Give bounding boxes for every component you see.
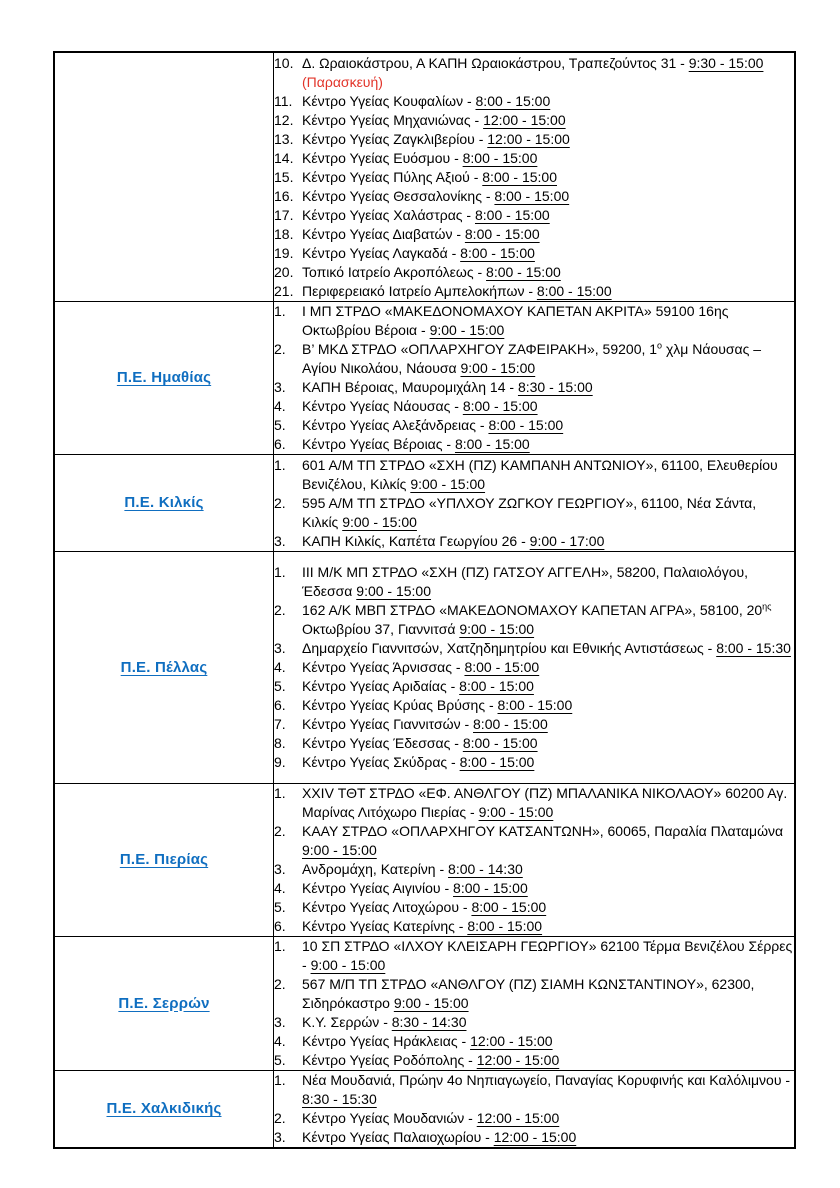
list-item [274, 1071, 794, 1109]
hours-range: 12:00 - 15:00 [476, 1110, 560, 1126]
text-segment: Κέντρο Υγείας Παλαιοχωρίου - [302, 1129, 494, 1145]
text-segment: Κέντρο Υγείας Διαβατών - [302, 225, 465, 242]
item-text [302, 244, 794, 263]
hours-range: 8:00 - 15:00 [459, 678, 534, 694]
item-number: 8. [274, 735, 286, 751]
list-item [274, 715, 794, 734]
hours-range: 8:00 - 15:00 [462, 735, 538, 751]
hours-range: 9:00 - 17:00 [529, 532, 605, 549]
item-number: 2. [274, 341, 286, 357]
list-item [274, 734, 794, 753]
schedule-table-body [54, 52, 795, 1148]
list-item [274, 532, 794, 551]
text-segment: ΙΙΙ Μ/Κ ΜΠ ΣΤΡΔΟ «ΣΧΗ (ΠΖ) ΓΑΤΣΟΥ ΑΓΓΕΛΗ», 58200, Παλαιολόγου, Έδεσσα [302, 564, 749, 599]
item-number: 6. [274, 918, 286, 934]
list-item [274, 1013, 794, 1032]
list-item [274, 494, 794, 532]
text-segment: Κέντρο Υγείας Αλεξάνδρειας - [302, 417, 489, 433]
list-item [274, 263, 794, 282]
text-segment: χλμ Νάουσας – Αγίου Νικολάου, Νάουσα [302, 341, 762, 376]
text-segment: Κέντρο Υγείας Κατερίνης - [302, 918, 468, 934]
items-cell [274, 937, 796, 1071]
list-item [274, 130, 794, 149]
list-item [274, 244, 794, 263]
items-cell [274, 302, 796, 455]
item-text [302, 975, 794, 1013]
item-number: 2. [274, 494, 286, 511]
text-segment: Κέντρο Υγείας Νάουσας - [302, 398, 463, 414]
hours-range: 12:00 - 15:00 [487, 130, 570, 147]
item-number: 2. [274, 602, 286, 618]
text-segment: Κέντρο Υγείας Αιγινίου - [302, 880, 454, 896]
hours-range: 12:00 - 15:00 [476, 1052, 560, 1068]
table-row [54, 784, 795, 937]
list-item [274, 898, 794, 917]
hours-range: 9:00 - 15:00 [429, 322, 505, 338]
hours-range: 9:00 - 15:00 [356, 583, 432, 599]
list-item [274, 1109, 794, 1128]
text-segment: ης [762, 601, 772, 612]
hours-range: 8:00 - 15:00 [482, 168, 557, 185]
item-number: 6. [274, 436, 286, 452]
item-number: 1. [274, 938, 286, 954]
list-item [274, 860, 794, 879]
text-segment: Κέντρο Υγείας Χαλάστρας - [302, 206, 475, 223]
item-text [302, 879, 794, 898]
list-item [274, 302, 794, 340]
item-number: 14. [274, 149, 294, 166]
item-text [302, 1071, 794, 1109]
hours-range: 8:00 - 15:00 [471, 899, 547, 915]
hours-range: 8:00 - 15:00 [464, 225, 540, 242]
list-item [274, 563, 794, 601]
list-item [274, 658, 794, 677]
item-number: 12. [274, 111, 294, 128]
hours-range: 8:30 - 15:30 [302, 1091, 377, 1107]
list-item [274, 187, 794, 206]
list-item [274, 54, 794, 92]
list-item [274, 168, 794, 187]
text-segment: 10 ΣΠ ΣΤΡΔΟ «ΙΛΧΟΥ ΚΛΕΙΣΑΡΗ ΓΕΩΡΓΙΟΥ» 62100 Τέρμα Βενιζέλου Σέρρες - [302, 938, 793, 973]
item-text [302, 206, 794, 225]
hours-range: 8:00 - 15:00 [494, 187, 570, 204]
item-text [302, 225, 794, 244]
list-item [274, 111, 794, 130]
hours-range: 12:00 - 15:00 [493, 1129, 577, 1145]
hours-range: 8:00 - 15:00 [474, 206, 550, 223]
item-number: 16. [274, 187, 294, 204]
region-cell [54, 302, 274, 455]
items-cell [274, 1071, 796, 1149]
item-text [302, 715, 794, 734]
item-text [302, 1109, 794, 1128]
item-text [302, 435, 794, 454]
hours-range: 8:00 - 15:00 [464, 659, 540, 675]
text-segment: Περιφερειακό Ιατρείο Αμπελοκήπων - [302, 282, 537, 299]
list-item [274, 677, 794, 696]
item-number: 11. [274, 92, 293, 109]
text-segment: Κέντρο Υγείας Αριδαίας - [302, 678, 460, 694]
item-number: 5. [274, 899, 286, 915]
day-note-red: (Παρασκευή) [302, 73, 383, 90]
item-number: 3. [274, 1014, 286, 1030]
list-item [274, 456, 794, 494]
text-segment: Κέντρο Υγείας Λαγκαδά - [302, 244, 461, 261]
hours-range: 8:00 - 15:00 [462, 149, 538, 166]
list-item [274, 639, 794, 658]
item-text [302, 917, 794, 936]
text-segment: Κέντρο Υγείας Κρύας Βρύσης - [302, 697, 498, 713]
hours-range: 9:00 - 15:00 [302, 842, 377, 858]
list-item [274, 696, 794, 715]
hours-range: 8:00 - 15:00 [486, 263, 561, 280]
item-number: 9. [274, 754, 286, 770]
item-text [302, 639, 794, 658]
hours-range: 8:30 - 15:00 [517, 379, 593, 395]
text-segment: Κέντρο Υγείας Ηράκλειας - [302, 1033, 471, 1049]
item-number: 6. [274, 697, 286, 713]
text-segment: 601 Α/Μ ΤΠ ΣΤΡΔΟ «ΣΧΗ (ΠΖ) ΚΑΜΠΑΝΗ ΑΝΤΩΝΙΟΥ», 61100, Ελευθερίου Βενιζέλου, Κιλκίς [302, 456, 778, 492]
list-item [274, 1128, 794, 1147]
hours-range: 9:00 - 15:00 [393, 995, 469, 1011]
hours-range: 8:00 - 15:00 [488, 417, 564, 433]
item-number: 4. [274, 880, 286, 896]
item-text [302, 187, 794, 206]
item-number: 2. [274, 1110, 286, 1126]
item-number: 7. [274, 716, 286, 732]
item-text [302, 1051, 794, 1070]
text-segment: Οκτωβρίου 37, Γιαννιτσά [302, 621, 460, 637]
item-text [302, 378, 794, 397]
item-text [302, 340, 794, 378]
table-row [54, 52, 795, 302]
hours-range: 12:00 - 15:00 [483, 111, 566, 128]
item-text [302, 658, 794, 677]
hours-range: 8:00 - 15:00 [459, 754, 535, 770]
list-item [274, 975, 794, 1013]
hours-range: 8:00 - 15:00 [462, 398, 538, 414]
item-text [302, 753, 794, 772]
item-text [302, 1128, 794, 1147]
item-number: 3. [274, 640, 286, 656]
item-text [302, 696, 794, 715]
text-segment: Κέντρο Υγείας Λιτοχώρου - [302, 899, 472, 915]
text-segment: ΚΑΠΗ Κιλκίς, Καπέτα Γεωργίου 26 - [302, 532, 530, 549]
hours-range: 8:00 - 15:00 [467, 918, 543, 934]
item-text [302, 456, 794, 494]
list-item [274, 822, 794, 860]
item-number: 1. [274, 1072, 286, 1088]
item-number: 3. [274, 532, 286, 549]
item-number: 2. [274, 823, 286, 839]
item-number: 15. [274, 168, 294, 185]
hours-range: 8:00 - 14:30 [448, 861, 523, 877]
list-item [274, 340, 794, 378]
hours-range: 8:00 - 15:30 [716, 640, 791, 656]
item-number: 1. [274, 785, 286, 801]
hours-range: 9:00 - 15:00 [342, 513, 417, 530]
list-item [274, 225, 794, 244]
table-row [54, 1071, 795, 1149]
item-text [302, 494, 794, 532]
item-text [302, 282, 794, 301]
text-segment: Β’ ΜΚΔ ΣΤΡΔΟ «ΟΠΛΑΡΧΗΓΟΥ ΖΑΦΕΙΡΑΚΗ», 59200, 1 [302, 341, 658, 357]
item-number: 3. [274, 861, 286, 877]
item-text [302, 92, 794, 111]
text-segment: ΚΑΑΥ ΣΤΡΔΟ «ΟΠΛΑΡΧΗΓΟΥ ΚΑΤΣΑΝΤΩΝΗ», 60065, Παραλία Πλαταμώνα [302, 823, 784, 839]
hours-range: 12:00 - 15:00 [470, 1033, 553, 1049]
table-row [54, 302, 795, 455]
item-number: 5. [274, 678, 286, 694]
regions-schedule-table [53, 51, 796, 1149]
item-number: 18. [274, 225, 294, 242]
region-cell-empty [54, 52, 274, 302]
text-segment: Κέντρο Υγείας Κουφαλίων - [302, 92, 476, 109]
text-segment: Κέντρο Υγείας Άρνισσας - [302, 659, 465, 675]
hours-range: 9:00 - 15:00 [460, 360, 536, 376]
item-number: 21. [274, 282, 294, 299]
hours-range: 8:00 - 15:00 [475, 92, 551, 109]
item-text [302, 784, 794, 822]
text-segment: Κέντρο Υγείας Πύλης Αξιού - [302, 168, 483, 185]
region-cell [54, 937, 274, 1071]
item-text [302, 822, 794, 860]
items-cell [274, 552, 796, 784]
hours-range: 9:00 - 15:00 [310, 957, 386, 973]
item-number: 1. [274, 564, 286, 580]
item-number: 4. [274, 398, 286, 414]
item-text [302, 734, 794, 753]
hours-range: 8:30 - 14:30 [391, 1014, 467, 1030]
text-segment: Κέντρο Υγείας Γιαννιτσών - [302, 716, 474, 732]
item-text [302, 54, 794, 92]
item-text [302, 302, 794, 340]
hours-range: 8:00 - 15:00 [497, 697, 573, 713]
table-row [54, 937, 795, 1071]
item-number: 1. [274, 456, 286, 473]
hours-range: 9:00 - 15:00 [410, 475, 486, 492]
hours-range: 9:30 - 15:00 [688, 54, 764, 71]
text-segment: ΚΑΠΗ Βέροιας, Μαυρομιχάλη 14 - [302, 379, 518, 395]
item-number: 5. [274, 417, 286, 433]
text-segment: Κέντρο Υγείας Θεσσαλονίκης - [302, 187, 495, 204]
text-segment: 162 Α/Κ ΜΒΠ ΣΤΡΔΟ «ΜΑΚΕΔΟΝΟΜΑΧΟΥ ΚΑΠΕΤΑΝ ΑΓΡΑ», 58100, 20 [302, 602, 763, 618]
list-item [274, 378, 794, 397]
text-segment: Δ. Ωραιοκάστρου, Α ΚΑΠΗ Ωραιοκάστρου, Τραπεζούντος 31 - [302, 54, 689, 71]
items-cell [274, 455, 796, 552]
item-text [302, 149, 794, 168]
region-link[interactable]: Π.Ε. Πέλλας [120, 658, 208, 676]
item-number: 13. [274, 130, 294, 147]
region-link[interactable]: Π.Ε. Σερρών [118, 994, 210, 1012]
item-number: 4. [274, 659, 286, 675]
item-number: 17. [274, 206, 294, 223]
item-text [302, 532, 794, 551]
item-text [302, 1032, 794, 1051]
region-link[interactable]: Π.Ε. Χαλκιδικής [106, 1100, 222, 1117]
item-text [302, 1013, 794, 1032]
list-item [274, 784, 794, 822]
region-link[interactable]: Π.Ε. Πιερίας [119, 851, 209, 868]
hours-range: 9:00 - 15:00 [478, 804, 554, 820]
list-item [274, 1051, 794, 1070]
text-segment: Κέντρο Υγείας Ζαγκλιβερίου - [302, 130, 488, 147]
list-item [274, 435, 794, 454]
list-item [274, 397, 794, 416]
item-number: 10. [274, 54, 294, 71]
list-item [274, 937, 794, 975]
hours-range: 8:00 - 15:00 [454, 436, 530, 452]
item-text [302, 397, 794, 416]
item-text [302, 937, 794, 975]
text-segment: ο [657, 340, 663, 351]
list-item [274, 282, 794, 301]
item-number: 5. [274, 1052, 286, 1068]
text-segment: Κέντρο Υγείας Μηχανιώνας - [302, 111, 484, 128]
text-segment: Ι ΜΠ ΣΤΡΔΟ «ΜΑΚΕΔΟΝΟΜΑΧΟΥ ΚΑΠΕΤΑΝ ΑΚΡΙΤΑ» 59100 16ης Οκτωβρίου Βέροια - [302, 303, 729, 338]
list-item [274, 149, 794, 168]
table-row [54, 455, 795, 552]
list-item [274, 92, 794, 111]
text-segment: Κ.Υ. Σερρών - [302, 1014, 392, 1030]
item-text [302, 563, 794, 601]
item-text [302, 601, 794, 639]
items-cell [274, 52, 796, 302]
region-cell [54, 1071, 274, 1149]
region-link[interactable]: Π.Ε. Ημαθίας [116, 369, 212, 386]
table-row [54, 552, 795, 784]
text-segment: Τοπικό Ιατρείο Ακροπόλεως - [302, 263, 487, 280]
text-segment: Κέντρο Υγείας Σκύδρας - [302, 754, 460, 770]
item-number: 2. [274, 976, 286, 992]
region-link[interactable]: Π.Ε. Κιλκίς [124, 494, 204, 511]
text-segment: Δημαρχείο Γιαννιτσών, Χατζηδημητρίου και Εθνικής Αντιστάσεως - [302, 640, 717, 656]
region-cell [54, 552, 274, 784]
text-segment: XXIV ΤΘΤ ΣΤΡΔΟ «ΕΦ. ΑΝΘΛΓΟΥ (ΠΖ) ΜΠΑΛΑΝΙΚΑ ΝΙΚΟΛΑΟΥ» 60200 Αγ. Μαρίνας Λιτόχωρο Πιερίας - [302, 785, 788, 820]
item-text [302, 416, 794, 435]
item-number: 4. [274, 1033, 286, 1049]
text-segment: Ανδρομάχη, Κατερίνη - [302, 861, 449, 877]
item-number: 1. [274, 303, 286, 319]
item-number: 3. [274, 1129, 286, 1145]
item-text [302, 263, 794, 282]
item-number: 3. [274, 379, 286, 395]
items-cell [274, 784, 796, 937]
text-segment: Κέντρο Υγείας Έδεσσας - [302, 735, 463, 751]
hours-range: 8:00 - 15:00 [473, 716, 548, 732]
text-segment: 567 Μ/Π ΤΠ ΣΤΡΔΟ «ΑΝΘΛΓΟΥ (ΠΖ) ΣΙΑΜΗ ΚΩΝΣΤΑΝΤΙΝΟΥ», 62300, Σιδηρόκαστρο [302, 976, 755, 1011]
text-segment: Κέντρο Υγείας Βέροιας - [302, 436, 455, 452]
list-item [274, 753, 794, 772]
item-number: 19. [274, 244, 294, 261]
text-segment: Νέα Μουδανιά, Πρώην 4ο Νηπιαγωγείο, Παναγίας Κορυφινής και Καλόλιμνου - [302, 1072, 791, 1088]
item-text [302, 168, 794, 187]
item-text [302, 860, 794, 879]
hours-range: 8:00 - 15:00 [453, 880, 528, 896]
item-text [302, 130, 794, 149]
item-text [302, 677, 794, 696]
text-segment: Κέντρο Υγείας Ευόσμου - [302, 149, 463, 166]
list-item [274, 917, 794, 936]
item-text [302, 898, 794, 917]
item-text [302, 111, 794, 130]
list-item [274, 416, 794, 435]
region-cell [54, 784, 274, 937]
text-segment: Κέντρο Υγείας Ροδόπολης - [302, 1052, 477, 1068]
hours-range: 8:00 - 15:00 [536, 282, 612, 299]
region-cell [54, 455, 274, 552]
list-item [274, 206, 794, 225]
text-segment: 595 Α/Μ ΤΠ ΣΤΡΔΟ «ΥΠΛΧΟΥ ΖΩΓΚΟΥ ΓΕΩΡΓΙΟΥ», 61100, Νέα Σάντα, Κιλκίς [302, 494, 757, 530]
text-segment: Κέντρο Υγείας Μουδανιών - [302, 1110, 477, 1126]
list-item [274, 1032, 794, 1051]
hours-range: 8:00 - 15:00 [460, 244, 535, 261]
list-item [274, 879, 794, 898]
list-item [274, 601, 794, 639]
hours-range: 9:00 - 15:00 [459, 621, 535, 637]
item-number: 20. [274, 263, 294, 280]
